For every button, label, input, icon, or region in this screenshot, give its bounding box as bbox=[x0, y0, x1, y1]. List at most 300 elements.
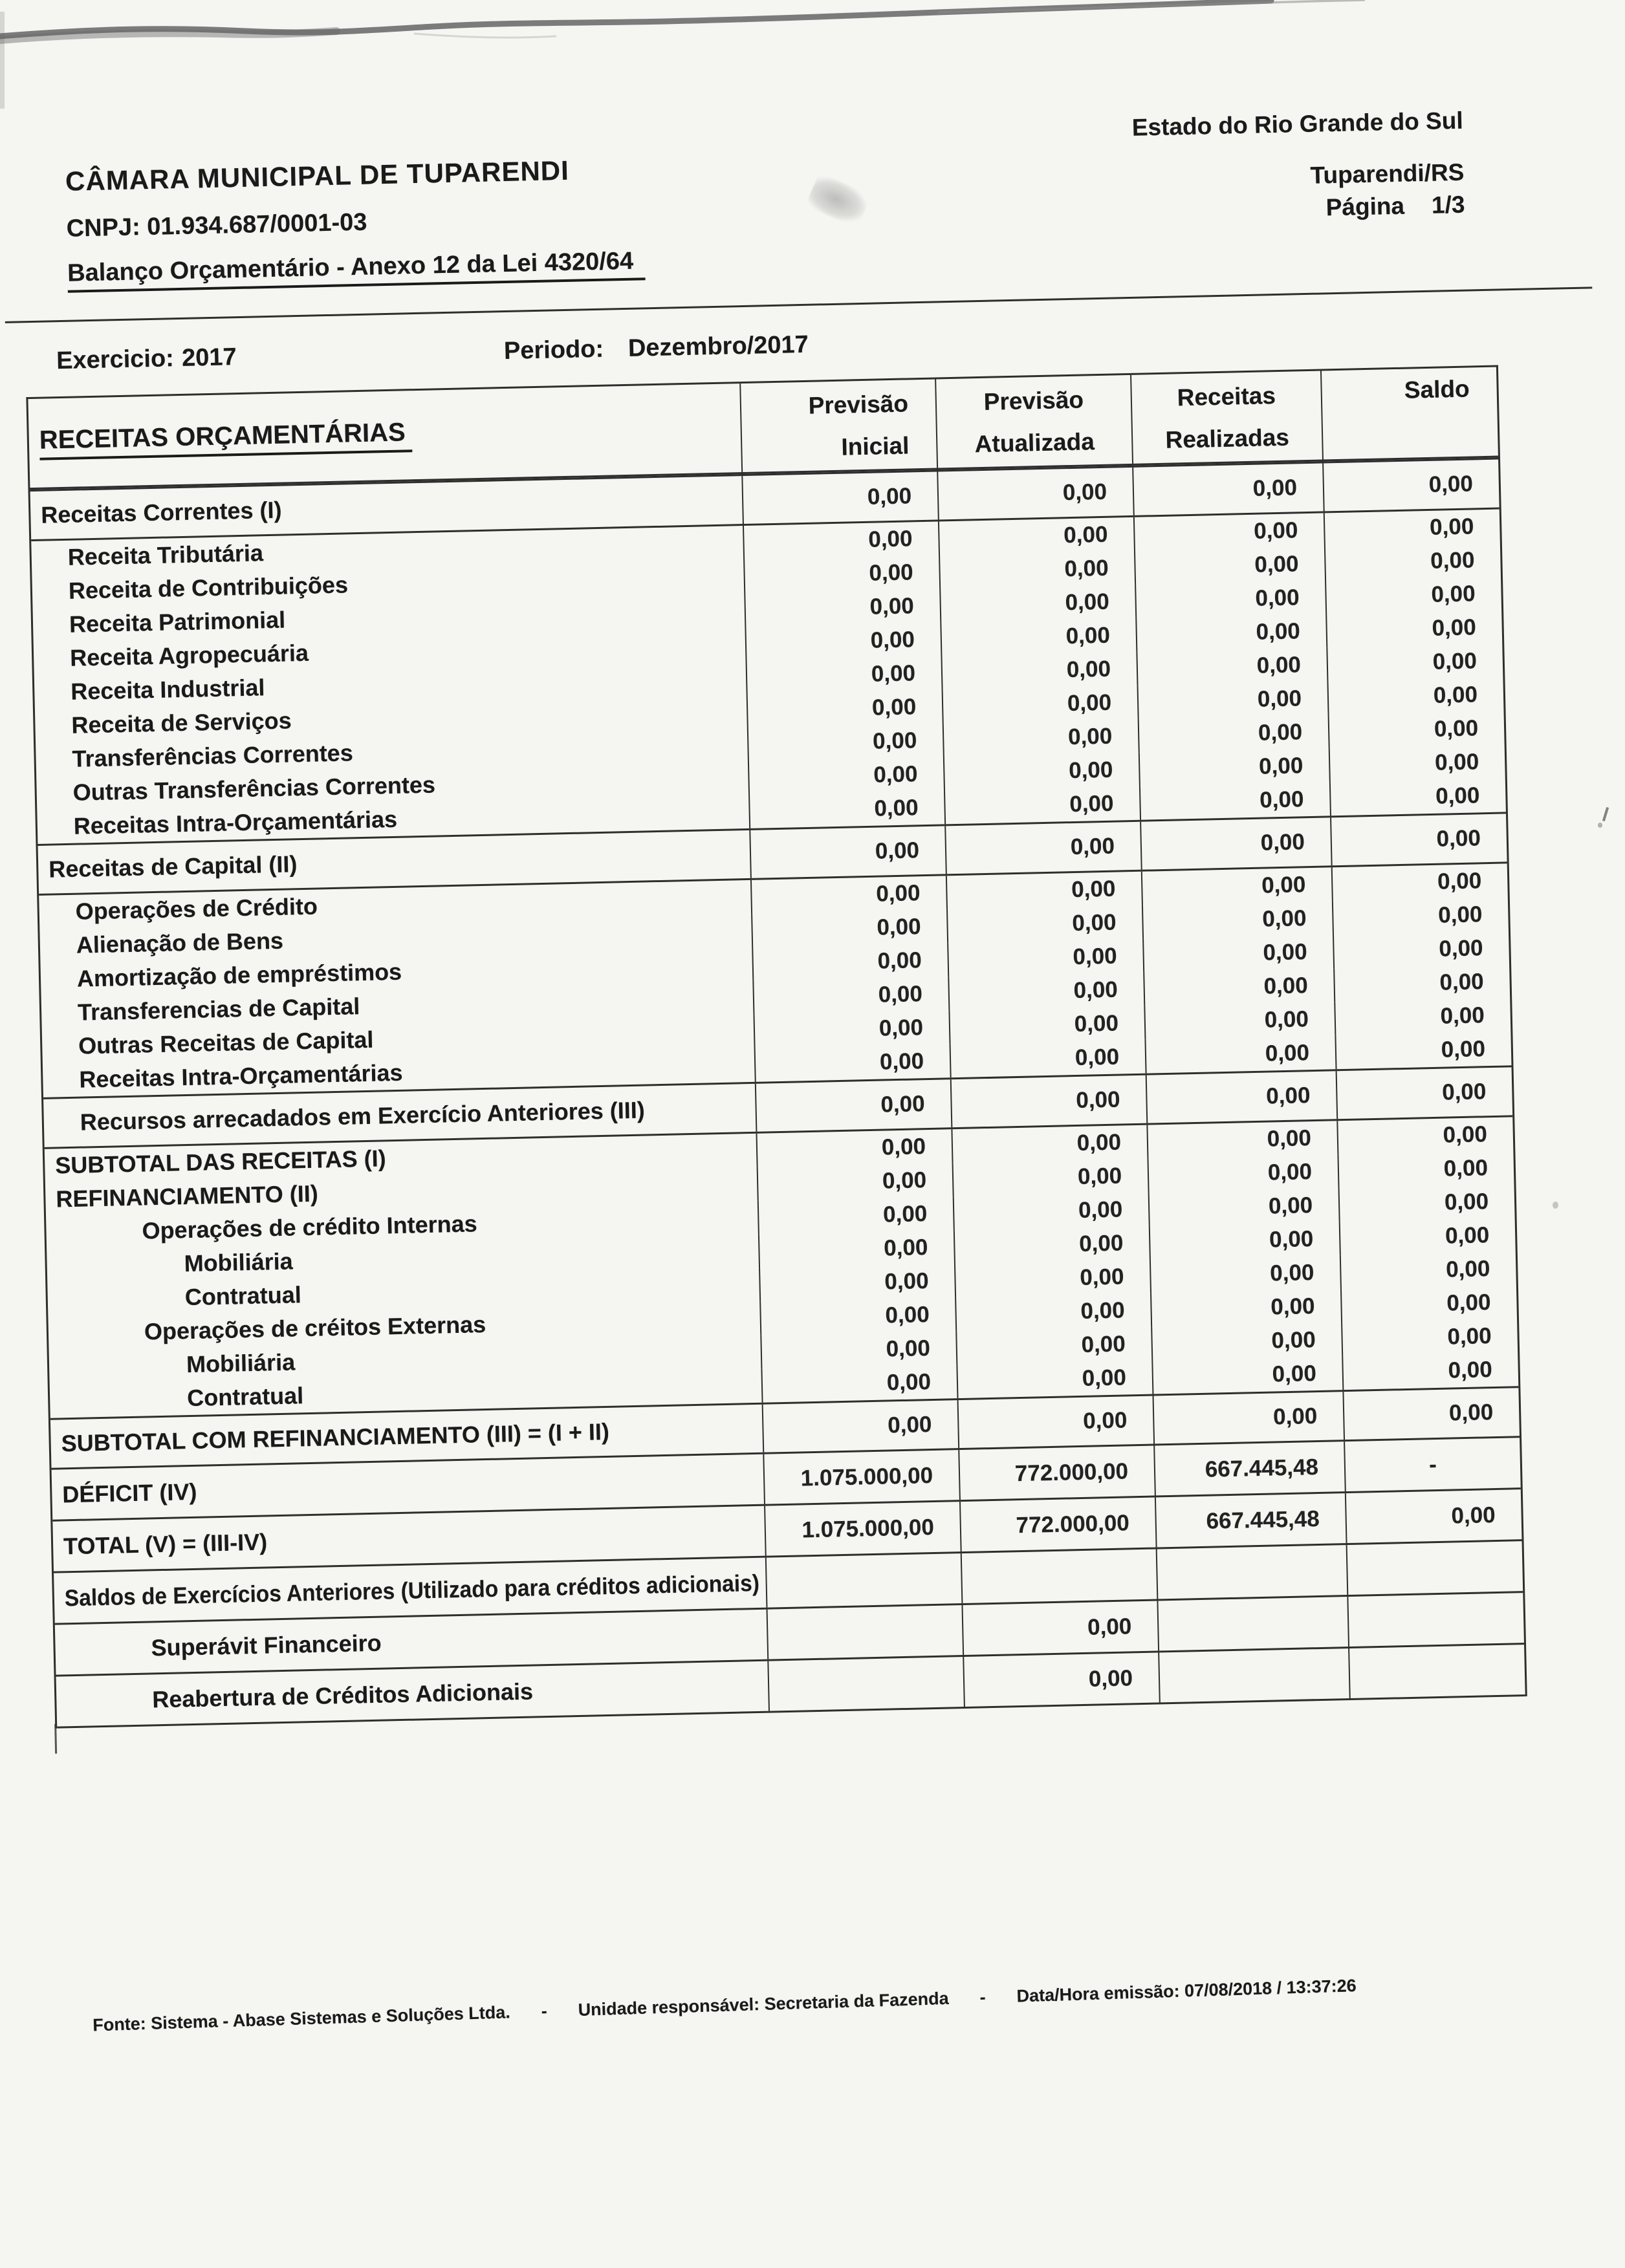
row-label: Receita Agropecuária bbox=[69, 639, 309, 671]
row-label: Transferências Correntes bbox=[72, 739, 354, 772]
footer-separator: - bbox=[541, 2001, 548, 2021]
row-value: 0,00 bbox=[1260, 829, 1305, 856]
row-value-cell bbox=[1158, 1648, 1349, 1702]
row-value-cell bbox=[1134, 546, 1325, 584]
state-name: Estado do Rio Grande do Sul bbox=[1131, 107, 1464, 141]
row-value-cell bbox=[1150, 1255, 1340, 1293]
row-label: Receita de Serviços bbox=[71, 707, 292, 739]
row-value-cell bbox=[758, 1196, 954, 1235]
row-value-cell bbox=[743, 555, 939, 593]
row-value-cell bbox=[1149, 1222, 1340, 1259]
row-value-cell bbox=[956, 1361, 1152, 1399]
row-label: DÉFICIT (IV) bbox=[61, 1478, 197, 1507]
row-label: SUBTOTAL DAS RECEITAS (I) bbox=[54, 1145, 386, 1179]
row-label: Receita de Contribuições bbox=[68, 571, 349, 604]
row-value: 0,00 bbox=[877, 947, 922, 974]
row-value: 0,00 bbox=[1258, 753, 1303, 779]
row-value: 0,00 bbox=[1256, 652, 1302, 678]
row-value-cell bbox=[1156, 1545, 1347, 1599]
row-value-cell bbox=[1157, 1597, 1348, 1650]
row-value: 0,00 bbox=[1082, 1407, 1128, 1434]
row-value: 0,00 bbox=[1429, 513, 1474, 540]
row-value-cell bbox=[748, 790, 944, 828]
page-number: 1/3 bbox=[1431, 191, 1465, 219]
row-value: 0,00 bbox=[1272, 1361, 1317, 1387]
row-value: 0,00 bbox=[1439, 969, 1485, 995]
row-value-cell bbox=[1144, 1002, 1335, 1039]
row-value: 0,00 bbox=[883, 1235, 928, 1261]
row-label: Receitas Intra-Orçamentárias bbox=[73, 805, 398, 839]
row-value: 0,00 bbox=[1267, 1159, 1313, 1185]
row-value: 0,00 bbox=[1430, 547, 1475, 574]
row-value: 667.445,48 bbox=[1206, 1506, 1320, 1534]
row-value-cell bbox=[767, 1657, 964, 1711]
row-value-cell bbox=[758, 1230, 954, 1268]
row-label: TOTAL (V) = (III-IV) bbox=[63, 1528, 268, 1559]
row-value: 1.075.000,00 bbox=[800, 1462, 933, 1491]
column-header-text: Inicial bbox=[841, 432, 910, 460]
row-value-cell bbox=[747, 689, 943, 728]
row-value-cell bbox=[944, 822, 1141, 874]
row-value: 0,00 bbox=[1088, 1665, 1133, 1692]
row-value-cell bbox=[1342, 1352, 1518, 1390]
row-value-cell bbox=[747, 723, 943, 761]
row-value-cell bbox=[1328, 711, 1505, 748]
row-value: 0,00 bbox=[1267, 1125, 1312, 1152]
row-value-cell bbox=[951, 1125, 1147, 1163]
row-value-cell bbox=[1153, 1442, 1345, 1495]
row-value-cell bbox=[938, 517, 1134, 556]
row-value: 0,00 bbox=[874, 795, 919, 821]
header-divider bbox=[5, 286, 1592, 323]
city-name: Tuparendi/RS bbox=[1310, 158, 1465, 189]
row-value-cell bbox=[1330, 814, 1507, 865]
row-value: 0,00 bbox=[1269, 1226, 1314, 1253]
row-label: Alienação de Bens bbox=[76, 927, 284, 958]
row-value-cell bbox=[948, 973, 1144, 1011]
row-value-cell bbox=[946, 905, 1142, 944]
row-value: 0,00 bbox=[1062, 479, 1107, 506]
row-value: 0,00 bbox=[875, 880, 921, 907]
row-value: 0,00 bbox=[1064, 555, 1109, 582]
row-value-cell bbox=[743, 521, 939, 559]
row-value-cell bbox=[1139, 782, 1330, 819]
row-value: - bbox=[1428, 1451, 1437, 1477]
row-value-cell bbox=[939, 585, 1135, 623]
row-value-cell bbox=[752, 943, 948, 981]
row-value-cell bbox=[1155, 1493, 1346, 1547]
row-value: 0,00 bbox=[1063, 521, 1108, 548]
row-value-cell bbox=[763, 1450, 959, 1504]
row-value: 0,00 bbox=[1077, 1163, 1122, 1189]
row-value-cell bbox=[1140, 817, 1331, 869]
row-value: 0,00 bbox=[1436, 825, 1481, 852]
period-label: Periodo: bbox=[503, 335, 604, 365]
row-value: 0,00 bbox=[1255, 585, 1300, 611]
row-value-cell bbox=[1329, 744, 1505, 782]
row-value: 0,00 bbox=[1078, 1230, 1124, 1257]
row-value-cell bbox=[1322, 460, 1500, 512]
row-value: 0,00 bbox=[1073, 943, 1118, 970]
row-value-cell bbox=[741, 471, 938, 524]
row-value-cell bbox=[755, 1079, 952, 1132]
row-value-cell bbox=[1139, 748, 1329, 786]
row-value-cell bbox=[1336, 1117, 1513, 1154]
row-label: Outras Receitas de Capital bbox=[78, 1026, 374, 1059]
row-value: 0,00 bbox=[879, 1048, 924, 1075]
row-value: 0,00 bbox=[880, 1091, 925, 1118]
row-value-cell bbox=[746, 656, 942, 694]
row-value: 0,00 bbox=[877, 914, 921, 940]
row-value: 0,00 bbox=[1071, 876, 1116, 903]
row-value: 0,00 bbox=[1448, 1399, 1494, 1426]
row-value: 0,00 bbox=[1256, 618, 1301, 645]
row-value: 0,00 bbox=[870, 627, 915, 653]
row-label: Transferencias de Capital bbox=[77, 993, 360, 1026]
budget-table bbox=[26, 365, 1527, 1729]
row-value-cell bbox=[745, 622, 941, 660]
row-value-cell bbox=[1324, 543, 1501, 581]
row-value: 0,00 bbox=[1073, 977, 1118, 1004]
row-value: 0,00 bbox=[1437, 902, 1483, 928]
row-value-cell bbox=[760, 1331, 956, 1369]
row-value-cell bbox=[1332, 897, 1509, 934]
column-header-text: Realizadas bbox=[1165, 424, 1290, 453]
column-header-text: Atualizada bbox=[974, 428, 1095, 458]
column-header-text: Receitas bbox=[1177, 382, 1276, 411]
row-value: 0,00 bbox=[875, 837, 920, 864]
row-value-cell bbox=[946, 872, 1142, 910]
row-value-cell bbox=[1335, 1031, 1511, 1069]
row-value: 0,00 bbox=[1428, 471, 1474, 497]
row-value: 0,00 bbox=[884, 1268, 929, 1295]
row-value: 0,00 bbox=[1269, 1260, 1314, 1286]
row-value-cell bbox=[744, 589, 940, 627]
row-value-cell bbox=[759, 1297, 955, 1335]
row-value: 0,00 bbox=[1067, 723, 1113, 750]
row-value-cell bbox=[751, 909, 947, 947]
row-value: 0,00 bbox=[1433, 682, 1478, 708]
row-value-cell bbox=[1146, 1071, 1337, 1123]
row-value-cell bbox=[950, 1040, 1146, 1078]
row-value: 772.000,00 bbox=[1014, 1458, 1129, 1486]
row-value-cell bbox=[1146, 1121, 1337, 1158]
row-value-cell bbox=[947, 939, 1143, 977]
row-value: 0,00 bbox=[1067, 689, 1112, 717]
row-value: 0,00 bbox=[1434, 715, 1479, 742]
row-value: 0,00 bbox=[1440, 1002, 1485, 1029]
row-value: 0,00 bbox=[1441, 1079, 1487, 1105]
row-value-cell bbox=[1142, 901, 1333, 938]
row-value: 0,00 bbox=[1265, 1083, 1311, 1109]
row-value: 0,00 bbox=[878, 981, 923, 1008]
row-value-cell bbox=[958, 1446, 1155, 1500]
row-value-cell bbox=[1336, 1067, 1513, 1119]
row-value-cell bbox=[759, 1264, 955, 1302]
row-label: Saldos de Exercícios Anteriores (Utilizado para créditos adicionais) bbox=[64, 1569, 760, 1611]
row-value-cell bbox=[939, 551, 1135, 589]
row-value: 0,00 bbox=[1441, 1036, 1486, 1063]
row-value: 0,00 bbox=[1448, 1357, 1493, 1383]
row-value: 0,00 bbox=[1431, 581, 1476, 607]
report-title-line bbox=[67, 247, 646, 287]
row-value: 0,00 bbox=[1081, 1331, 1126, 1357]
row-value-cell bbox=[955, 1327, 1151, 1365]
row-value-cell bbox=[954, 1226, 1150, 1264]
row-value: 0,00 bbox=[1065, 589, 1110, 616]
row-value-cell bbox=[943, 719, 1139, 757]
row-value: 0,00 bbox=[1443, 1121, 1488, 1148]
row-value: 0,00 bbox=[1437, 868, 1482, 894]
row-value-cell bbox=[1326, 643, 1503, 681]
row-value-cell bbox=[963, 1652, 1159, 1707]
row-value-cell bbox=[1135, 580, 1325, 618]
row-value: 0,00 bbox=[882, 1167, 927, 1194]
row-value: 0,00 bbox=[1258, 719, 1303, 746]
row-value-cell bbox=[961, 1550, 1157, 1604]
row-value-cell bbox=[1342, 1388, 1520, 1440]
row-value: 0,00 bbox=[1069, 790, 1114, 817]
row-value: 0,00 bbox=[1261, 872, 1306, 898]
footer-separator: - bbox=[979, 1987, 987, 2007]
row-value: 0,00 bbox=[1272, 1403, 1318, 1430]
row-label: SUBTOTAL COM REFINANCIAMENTO (III) = (I + II) bbox=[61, 1418, 610, 1457]
row-value-cell bbox=[1340, 1285, 1517, 1323]
row-label: Receita Tributária bbox=[67, 539, 264, 570]
row-value: 0,00 bbox=[869, 559, 914, 586]
report-title: Balanço Orçamentário - Anexo 12 da Lei 4320/64 bbox=[67, 247, 646, 292]
row-value-cell bbox=[756, 1129, 952, 1167]
row-value: 0,00 bbox=[1444, 1189, 1489, 1215]
row-value-cell bbox=[749, 826, 946, 878]
row-label: Operações de créitos Externas bbox=[144, 1311, 486, 1345]
row-label: Receitas de Capital (II) bbox=[48, 850, 298, 883]
row-value: 0,00 bbox=[886, 1335, 931, 1362]
row-value: 0,00 bbox=[1263, 973, 1309, 999]
row-value-cell bbox=[765, 1553, 962, 1608]
row-value: 0,00 bbox=[1435, 783, 1480, 809]
column-header-text: Saldo bbox=[1404, 375, 1470, 404]
column-header-text: Previsão bbox=[808, 390, 909, 419]
table-title-cell bbox=[28, 383, 741, 488]
row-value: 0,00 bbox=[869, 593, 915, 620]
row-value: 0,00 bbox=[1271, 1327, 1316, 1354]
row-label: Outras Transferências Correntes bbox=[72, 771, 436, 806]
row-value-cell bbox=[1136, 647, 1327, 685]
row-value-cell bbox=[955, 1293, 1151, 1332]
row-value: 0,00 bbox=[885, 1302, 930, 1328]
row-value: 0,00 bbox=[1078, 1196, 1123, 1223]
row-label: Receitas Correntes (I) bbox=[40, 496, 282, 528]
row-label: Operações de crédito Internas bbox=[142, 1210, 478, 1244]
row-value: 0,00 bbox=[872, 728, 917, 754]
row-value-cell bbox=[943, 753, 1139, 791]
row-value: 0,00 bbox=[1075, 1086, 1120, 1114]
row-value-cell bbox=[764, 1502, 961, 1556]
row-value-cell bbox=[1137, 681, 1328, 718]
column-header-previsao-inicial bbox=[739, 380, 937, 473]
column-header-previsao-atualizada bbox=[935, 375, 1132, 468]
exercise-label: Exercicio: bbox=[56, 345, 175, 375]
row-value-cell bbox=[940, 618, 1136, 656]
row-value: 772.000,00 bbox=[1016, 1509, 1130, 1538]
row-value-cell bbox=[1329, 778, 1506, 815]
row-value-cell bbox=[753, 1010, 949, 1048]
row-value: 0,00 bbox=[1065, 622, 1111, 649]
row-value-cell bbox=[1144, 1035, 1335, 1073]
row-value-cell bbox=[1324, 510, 1500, 547]
row-value: 0,00 bbox=[1451, 1502, 1496, 1529]
row-value: 0,00 bbox=[867, 483, 912, 510]
row-value-cell bbox=[761, 1365, 957, 1403]
footer-source: Fonte: Sistema - Abase Sistemas e Soluções Ltda. bbox=[92, 2002, 511, 2035]
report-footer bbox=[93, 1976, 1357, 2035]
row-value: 667.445,48 bbox=[1205, 1454, 1319, 1482]
row-value-cell bbox=[1150, 1289, 1341, 1326]
row-value: 0,00 bbox=[871, 660, 916, 687]
row-value-cell bbox=[1339, 1218, 1516, 1255]
row-value-cell bbox=[1333, 964, 1510, 1002]
header-right bbox=[1131, 107, 1465, 226]
row-value-cell bbox=[1333, 931, 1509, 968]
row-value: 0,00 bbox=[1263, 939, 1307, 966]
column-header-saldo bbox=[1320, 367, 1498, 460]
row-value: 0,00 bbox=[1432, 648, 1478, 675]
row-value: 0,00 bbox=[1261, 905, 1307, 932]
row-value: 0,00 bbox=[1259, 786, 1304, 813]
row-label: Operações de Crédito bbox=[75, 892, 318, 925]
row-value-cell bbox=[1345, 1489, 1522, 1543]
exercise-value: 2017 bbox=[181, 343, 237, 372]
row-value: 0,00 bbox=[1265, 1040, 1310, 1066]
row-value-cell bbox=[952, 1159, 1148, 1197]
row-value-cell bbox=[1331, 863, 1508, 901]
row-value: 0,00 bbox=[1087, 1613, 1132, 1640]
row-value-cell bbox=[944, 786, 1140, 825]
period-value: Dezembro/2017 bbox=[627, 330, 809, 362]
row-label: Reabertura de Créditos Adicionais bbox=[151, 1678, 534, 1712]
row-value: 0,00 bbox=[1074, 1044, 1120, 1071]
table-title: RECEITAS ORÇAMENTÁRIAS bbox=[39, 418, 412, 460]
row-value-cell bbox=[754, 1044, 950, 1082]
row-label: Receitas Intra-Orçamentárias bbox=[78, 1059, 403, 1093]
row-value-cell bbox=[1347, 1593, 1524, 1647]
row-value: 0,00 bbox=[1066, 656, 1111, 683]
header-left bbox=[65, 153, 646, 287]
row-label: Receita Industrial bbox=[70, 674, 265, 705]
row-value: 0,00 bbox=[881, 1134, 926, 1160]
row-value: 0,00 bbox=[867, 526, 913, 552]
row-value: 0,00 bbox=[1447, 1323, 1492, 1350]
row-value: 0,00 bbox=[1082, 1365, 1127, 1391]
row-value: 1.075.000,00 bbox=[802, 1514, 935, 1542]
row-value-cell bbox=[1325, 610, 1502, 648]
row-value-cell bbox=[950, 1075, 1147, 1128]
row-value-cell bbox=[1334, 998, 1510, 1035]
page-indicator bbox=[1133, 191, 1465, 226]
row-value-cell bbox=[1148, 1188, 1339, 1226]
row-value-cell bbox=[1147, 1154, 1338, 1192]
row-value-cell bbox=[1151, 1323, 1342, 1360]
page-label: Página bbox=[1325, 192, 1405, 221]
row-value-cell bbox=[1341, 1319, 1518, 1356]
row-value-cell bbox=[1138, 715, 1329, 752]
row-value: 0,00 bbox=[1254, 551, 1299, 578]
row-value-cell bbox=[953, 1193, 1149, 1231]
column-header-text: Previsão bbox=[983, 386, 1084, 415]
row-label: Contratual bbox=[186, 1382, 304, 1412]
row-value: 0,00 bbox=[1268, 1193, 1313, 1219]
row-value-cell bbox=[1340, 1251, 1516, 1289]
row-value: 0,00 bbox=[1076, 1129, 1122, 1156]
row-value: 0,00 bbox=[1434, 749, 1479, 775]
row-value-cell bbox=[1344, 1438, 1521, 1491]
footer-emission: Data/Hora emissão: 07/08/2018 / 13:37:26 bbox=[1016, 1976, 1357, 2006]
org-cnpj: CNPJ: 01.934.687/0001-03 bbox=[66, 208, 367, 243]
row-label: Mobiliária bbox=[186, 1348, 296, 1378]
row-value-cell bbox=[1325, 577, 1501, 614]
row-value-cell bbox=[961, 1601, 1158, 1655]
row-value: 0,00 bbox=[1270, 1293, 1315, 1320]
row-value: 0,00 bbox=[1074, 1010, 1119, 1037]
row-value-cell bbox=[1327, 677, 1503, 715]
row-value: 0,00 bbox=[871, 694, 917, 720]
row-value-cell bbox=[1152, 1392, 1344, 1443]
row-value: 0,00 bbox=[1071, 909, 1117, 936]
row-value: 0,00 bbox=[1443, 1155, 1489, 1182]
row-value: 0,00 bbox=[1445, 1256, 1490, 1282]
row-value: 0,00 bbox=[1070, 833, 1115, 860]
row-value-cell bbox=[1135, 614, 1326, 651]
row-value-cell bbox=[1132, 463, 1324, 515]
row-value-cell bbox=[942, 686, 1138, 724]
table-body bbox=[30, 458, 1525, 1729]
org-name: CÂMARA MUNICIPAL DE TUPARENDI bbox=[65, 155, 570, 197]
row-value-cell bbox=[748, 757, 944, 795]
column-header-receitas-realizadas bbox=[1130, 371, 1322, 464]
row-value: 0,00 bbox=[1445, 1222, 1490, 1249]
row-value: 0,00 bbox=[1068, 757, 1113, 784]
row-value-cell bbox=[767, 1605, 963, 1659]
row-value: 0,00 bbox=[887, 1412, 932, 1438]
row-value: 0,00 bbox=[1438, 935, 1483, 962]
row-value: 0,00 bbox=[1253, 517, 1298, 544]
row-value-cell bbox=[1143, 968, 1334, 1006]
row-value-cell bbox=[752, 977, 948, 1015]
row-label: Contratual bbox=[184, 1281, 302, 1311]
row-value: 0,00 bbox=[1252, 475, 1298, 501]
row-value-cell bbox=[941, 652, 1137, 690]
row-value-cell bbox=[1348, 1645, 1525, 1698]
row-value-cell bbox=[1142, 934, 1333, 972]
row-label: REFINANCIAMENTO (II) bbox=[55, 1180, 319, 1213]
row-label: Amortização de empréstimos bbox=[76, 958, 402, 992]
row-value: 0,00 bbox=[1432, 614, 1477, 641]
row-value: 0,00 bbox=[1080, 1297, 1126, 1324]
row-label: Recursos arrecadados em Exercício Anteriores (III) bbox=[80, 1096, 646, 1136]
row-value-cell bbox=[757, 1163, 953, 1201]
footer-unit: Unidade responsável: Secretaria da Fazenda bbox=[578, 1988, 950, 2020]
row-label: Superávit Financeiro bbox=[151, 1629, 382, 1661]
row-value-cell bbox=[954, 1260, 1150, 1298]
row-value-cell bbox=[1346, 1541, 1523, 1595]
row-value-cell bbox=[1338, 1184, 1515, 1222]
row-value-cell bbox=[957, 1396, 1154, 1449]
row-value: 0,00 bbox=[1446, 1290, 1491, 1316]
row-value-cell bbox=[750, 876, 946, 914]
row-value: 0,00 bbox=[882, 1201, 928, 1227]
row-value-cell bbox=[1141, 867, 1332, 905]
